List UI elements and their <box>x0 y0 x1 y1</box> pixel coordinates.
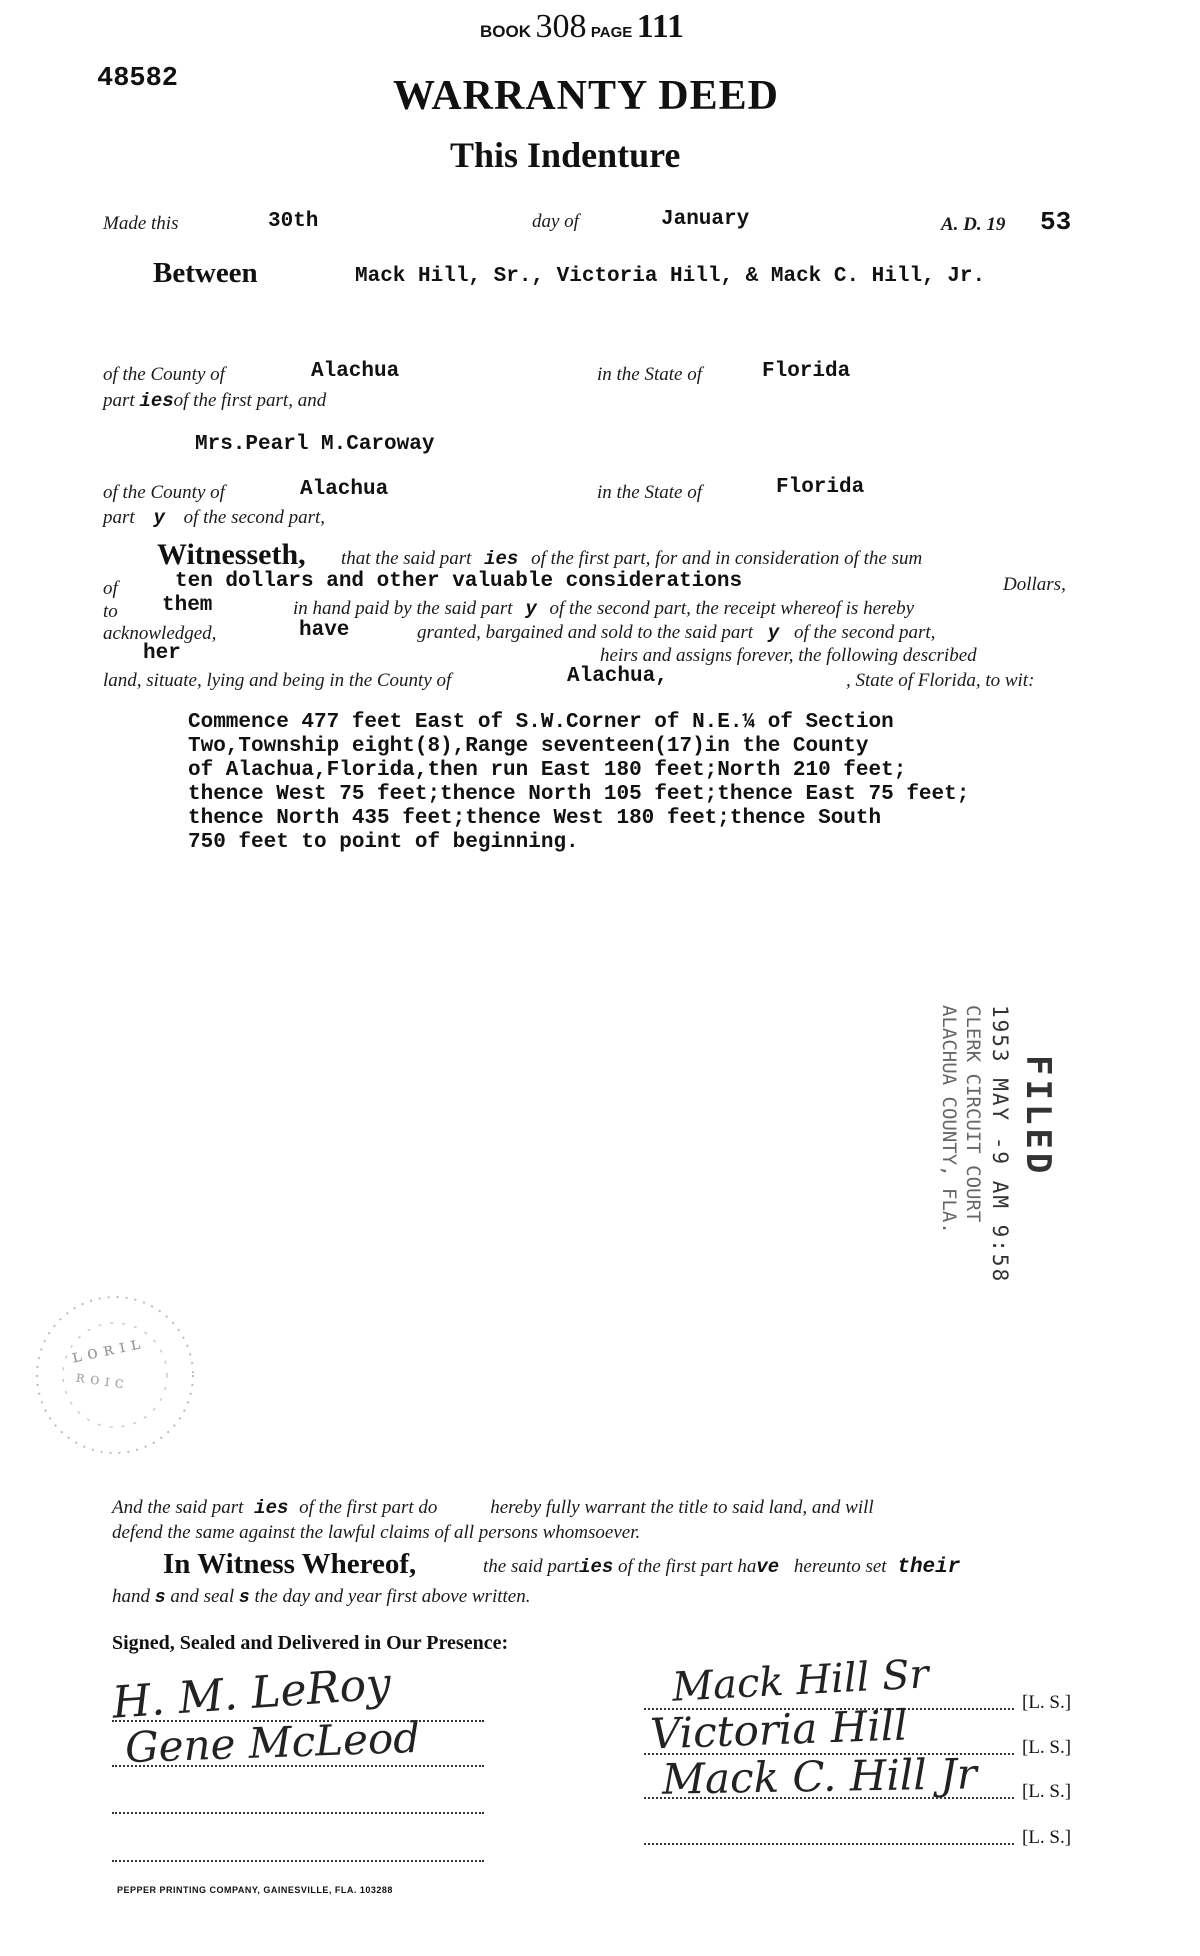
deed-day: 30th <box>268 210 319 233</box>
have-suffix: ve <box>756 1556 780 1578</box>
in-witness-line-1 <box>483 1556 960 1579</box>
part-suffix: y <box>767 622 780 644</box>
document-number: 48582 <box>97 64 179 94</box>
in-witness-label: In Witness Whereof, <box>163 1548 417 1580</box>
second-party-county-label: of the County of <box>103 482 225 503</box>
svg-text:ʀ ᴏ ɪ ᴄ: ʀ ᴏ ɪ ᴄ <box>74 1366 126 1393</box>
notary-seal-emboss <box>20 1285 220 1465</box>
part-suffix: y <box>153 507 165 529</box>
grantor-signature: Mack C. Hill Jr <box>661 1749 978 1804</box>
filed-stamp <box>888 1005 1058 1405</box>
part-label: part <box>103 390 135 411</box>
document-title: WARRANTY DEED <box>393 73 779 119</box>
part-suffix: ies <box>254 1497 289 1519</box>
part-suffix: y <box>525 598 537 620</box>
page-number: 111 <box>636 8 685 45</box>
warranty-line-2: defend the same against the lawful claims of all persons whomsoever. <box>112 1522 641 1543</box>
ls-label: [L. S.] <box>1022 1781 1072 1802</box>
legal-description <box>188 711 969 855</box>
text: hereby fully warrant the title to said land, and will <box>490 1497 874 1518</box>
second-party-state-label: in the State of <box>597 482 703 503</box>
text: and seal <box>170 1586 235 1607</box>
legal-line: Two,Township eight(8),Range seventeen(17)in the County <box>188 735 869 758</box>
ad-label: A. D. 19 <box>941 214 1006 235</box>
grantor-line <box>644 1843 1014 1845</box>
part-label: part <box>103 507 135 528</box>
part-suffix: ies <box>579 1556 614 1578</box>
ls-label: [L. S.] <box>1022 1737 1072 1758</box>
legal-line: thence North 435 feet;thence West 180 feet;thence South <box>188 807 882 830</box>
land-county: Alachua, <box>567 665 668 688</box>
text: the day and year first above written. <box>254 1586 531 1607</box>
witnesseth-line-6-end: , State of Florida, to wit: <box>846 670 1035 691</box>
text: the said part <box>483 1556 580 1577</box>
first-party-part-line <box>103 390 326 412</box>
deed-year: 53 <box>1040 207 1072 237</box>
presence-label: Signed, Sealed and Delivered in Our Presence: <box>112 1632 509 1654</box>
in-witness-line-2 <box>112 1586 530 1608</box>
part-text: of the second part, <box>183 507 326 528</box>
witnesseth-line-3 <box>293 598 914 620</box>
grantor-signature: Mack Hill Sr <box>670 1651 930 1711</box>
witness-line <box>112 1812 484 1814</box>
filed-word: FILED <box>1018 1055 1058 1178</box>
grantor-names: Mack Hill, Sr., Victoria Hill, & Mack C. Hill, Jr. <box>355 265 986 288</box>
warranty-line-1 <box>112 1497 874 1519</box>
witness-line <box>112 1860 484 1862</box>
plural-s: s <box>154 1588 166 1608</box>
text: granted, bargained and sold to the said part <box>417 622 754 643</box>
witnesseth-line-5: heirs and assigns forever, the following described <box>600 645 977 666</box>
first-party-county: Alachua <box>311 360 400 383</box>
consideration: ten dollars and other valuable considerations <box>175 570 743 593</box>
book-number: 308 <box>535 8 587 45</box>
svg-text:ʟ ᴏ ʀ ɪ ʟ: ʟ ᴏ ʀ ɪ ʟ <box>69 1332 143 1368</box>
filed-clerk: CLERK CIRCUIT COURT <box>962 1005 984 1223</box>
acknowledged-label: acknowledged, <box>103 623 217 644</box>
legal-line: 750 feet to point of beginning. <box>188 831 579 854</box>
text: of the first part do <box>299 1497 438 1518</box>
of-label: of <box>103 578 118 599</box>
legal-line: of Alachua,Florida,then run East 180 feet;North 210 feet; <box>188 759 907 782</box>
grantee-name: Mrs.Pearl M.Caroway <box>195 433 435 456</box>
witnesseth-line-4 <box>417 622 935 644</box>
witness-signature: Gene McLeod <box>124 1712 421 1773</box>
text: And the said part <box>112 1497 244 1518</box>
first-party-county-label: of the County of <box>103 364 225 385</box>
ls-label: [L. S.] <box>1022 1692 1072 1713</box>
have-word: have <box>299 619 350 642</box>
book-page-reference <box>480 8 684 46</box>
part-suffix: ies <box>139 390 174 412</box>
text: hand <box>112 1586 150 1607</box>
her-word: her <box>143 642 181 665</box>
second-party-state: Florida <box>776 476 865 499</box>
witnesseth-line-6: land, situate, lying and being in the County of <box>103 670 452 691</box>
day-of-label: day of <box>532 211 579 232</box>
deed-month: January <box>661 208 750 231</box>
ls-label: [L. S.] <box>1022 1827 1072 1848</box>
part-suffix: ies <box>484 548 519 570</box>
plural-s: s <box>238 1588 250 1608</box>
dollars-label: Dollars, <box>1003 574 1066 595</box>
page-label: PAGE <box>590 24 633 41</box>
between-label: Between <box>153 257 258 289</box>
their-word: their <box>897 1556 961 1579</box>
printer-footer: PEPPER PRINTING COMPANY, GAINESVILLE, FLA. 103288 <box>117 1885 393 1895</box>
text: of the first part, for and in consideration of the sum <box>531 548 923 569</box>
filed-date: 1953 MAY -9 AM 9:58 <box>988 1005 1012 1284</box>
paid-to: them <box>162 594 213 617</box>
witnesseth-line-1 <box>341 548 922 570</box>
text: that the said part <box>341 548 472 569</box>
first-party-state-label: in the State of <box>597 364 703 385</box>
legal-line: Commence 477 feet East of S.W.Corner of N.E.¼ of Section <box>188 711 894 734</box>
witnesseth-label: Witnesseth, <box>157 538 306 571</box>
first-party-state: Florida <box>762 360 851 383</box>
witness-signature: H. M. LeRoy <box>110 1658 393 1729</box>
book-label: BOOK <box>480 22 531 41</box>
text: of the second part, <box>793 622 936 643</box>
text: hereunto set <box>793 1556 887 1577</box>
grantor-signature: Victoria Hill <box>649 1700 909 1759</box>
second-party-county: Alachua <box>300 478 389 501</box>
part-text: of the first part, and <box>173 390 327 411</box>
to-label: to <box>103 601 118 622</box>
text: of the second part, the receipt whereof is hereby <box>549 598 915 619</box>
second-party-part-line <box>103 507 325 529</box>
text: of the first part ha <box>618 1556 757 1577</box>
filed-county: ALACHUA COUNTY, FLA. <box>938 1005 960 1234</box>
legal-line: thence West 75 feet;thence North 105 feet;thence East 75 feet; <box>188 783 970 806</box>
text: in hand paid by the said part <box>293 598 513 619</box>
document-subtitle: This Indenture <box>450 135 681 175</box>
made-this-label: Made this <box>103 213 179 234</box>
